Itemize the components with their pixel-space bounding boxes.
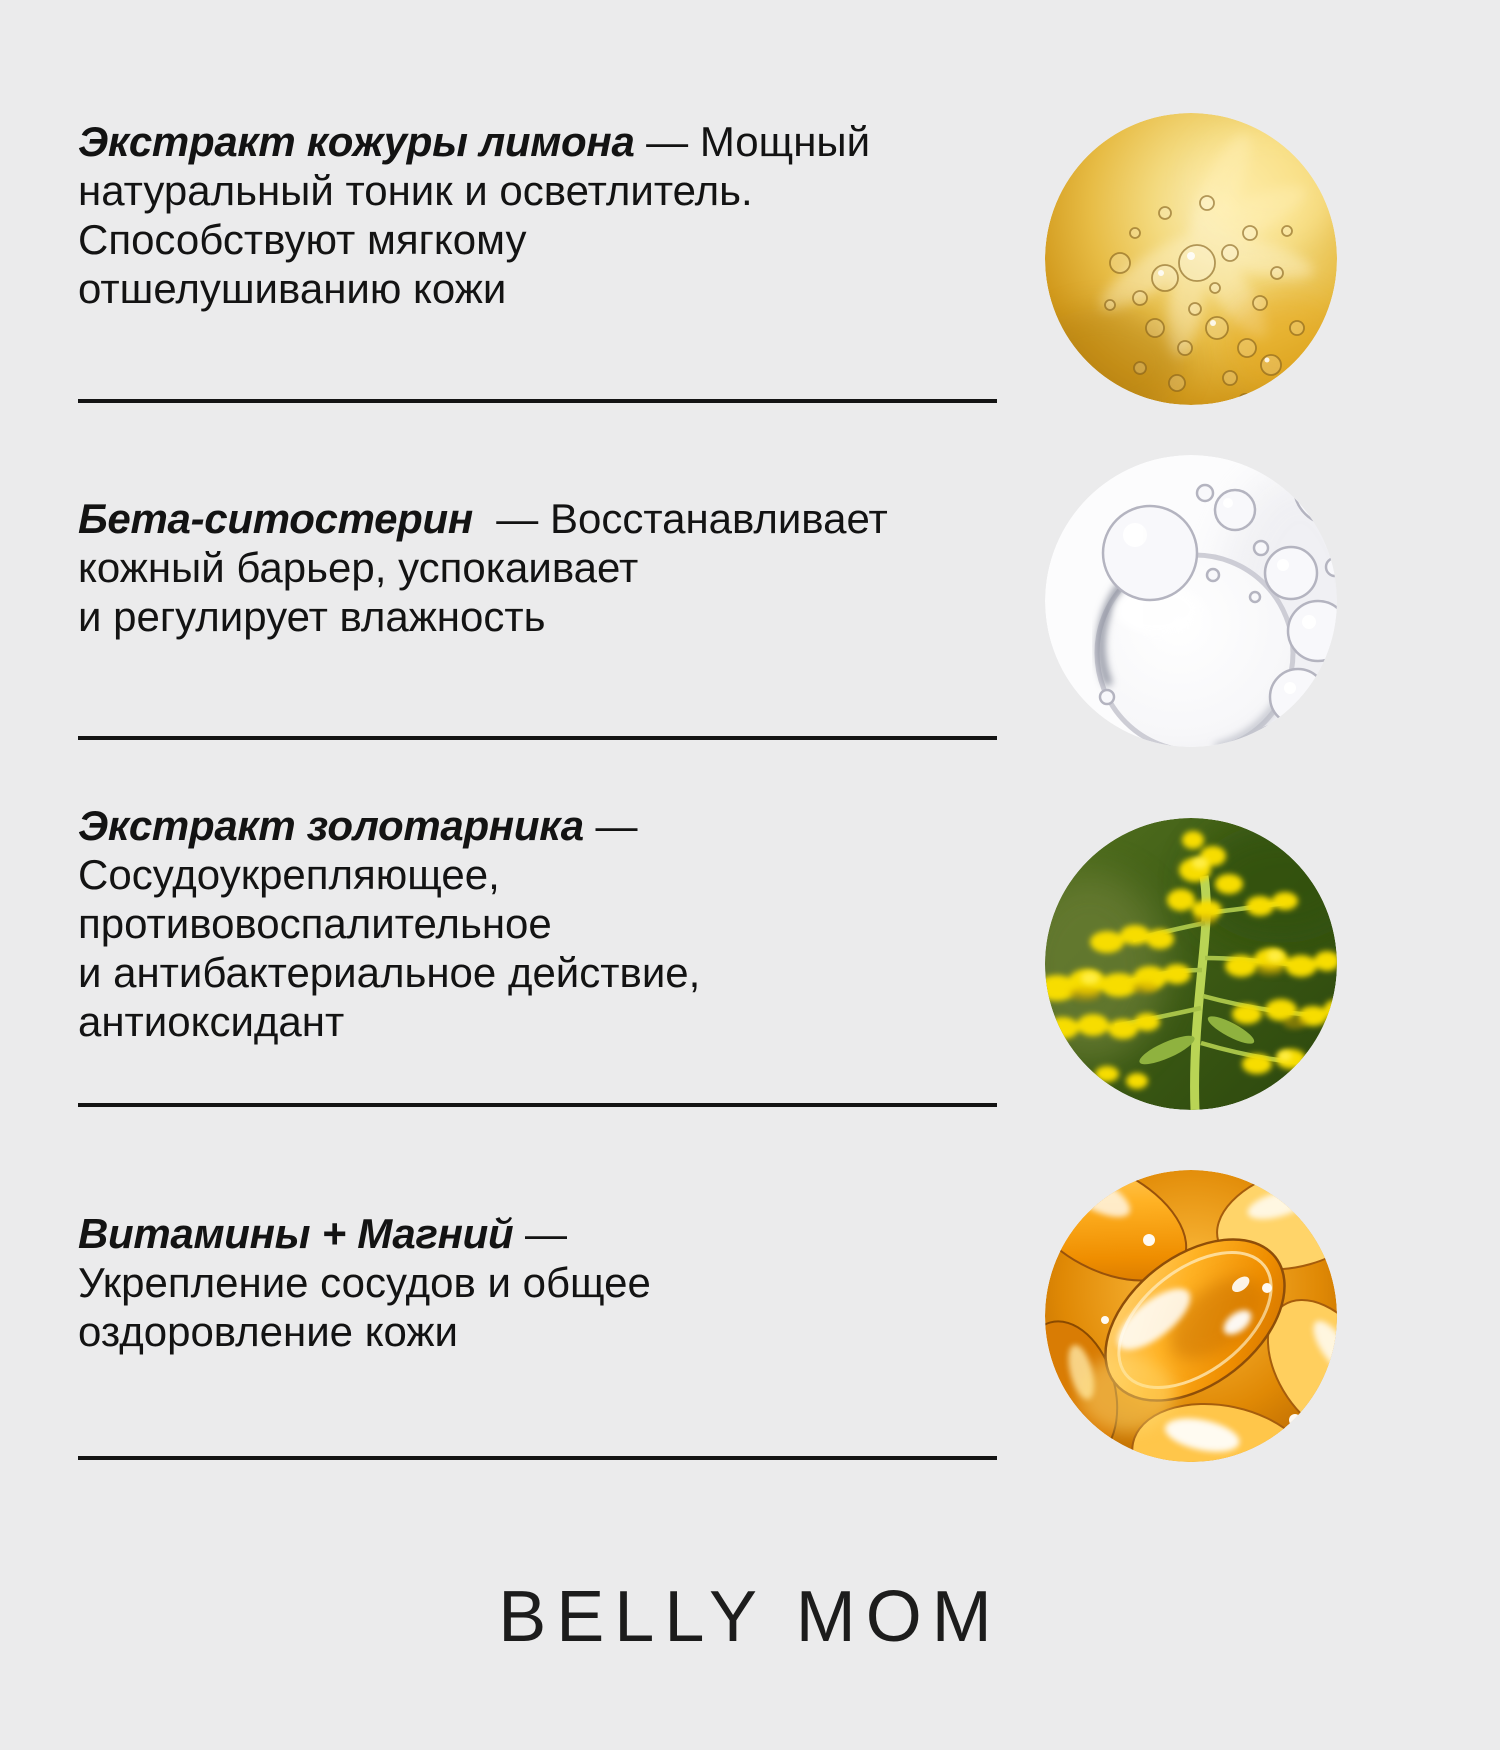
separator-line xyxy=(78,399,997,403)
ingredient-line: отшелушиванию кожи xyxy=(78,265,507,312)
lemon-slice-in-sparkling-liquid-photo xyxy=(1045,113,1337,405)
section-goldenrod-extract xyxy=(78,801,978,1046)
ingredient-title-continuation: — Мощный xyxy=(634,118,871,165)
ingredient-line: и регулирует влажность xyxy=(78,593,546,640)
ingredient-text xyxy=(78,1209,978,1356)
ingredient-title: Бета-ситостерин xyxy=(78,495,473,542)
ingredient-title-continuation: — Восстанавливает xyxy=(472,495,888,542)
brand-logo: BELLY MOM xyxy=(498,1577,1002,1657)
separator-line xyxy=(78,1103,997,1107)
ingredient-line: антиоксидант xyxy=(78,998,345,1045)
ingredient-line: оздоровление кожи xyxy=(78,1308,458,1355)
ingredient-text xyxy=(78,494,978,641)
ingredient-text xyxy=(78,801,978,1046)
ingredient-line: и антибактериальное действие, xyxy=(78,949,701,996)
ingredient-title: Экстракт золотарника xyxy=(78,802,584,849)
ingredient-line: Способствуют мягкому xyxy=(78,216,527,263)
golden-vitamin-capsules-photo xyxy=(1045,1170,1337,1462)
section-beta-sitosterol xyxy=(78,494,978,641)
ingredient-title-continuation: — xyxy=(513,1210,568,1257)
separator-line xyxy=(78,736,997,740)
ingredient-line: противовоспалительное xyxy=(78,900,552,947)
ingredient-title: Экстракт кожуры лимона xyxy=(78,118,635,165)
ingredient-title: Витамины + Магний xyxy=(78,1210,514,1257)
ingredient-text xyxy=(78,117,978,313)
ingredient-line: Укрепление сосудов и общее xyxy=(78,1259,651,1306)
ingredient-title-continuation: — xyxy=(583,802,638,849)
goldenrod-flower-photo xyxy=(1045,818,1337,1110)
ingredient-line: кожный барьер, успокаивает xyxy=(78,544,639,591)
ingredient-line: натуральный тоник и осветлитель. xyxy=(78,167,753,214)
oil-serum-bubbles-photo xyxy=(1045,455,1337,747)
section-lemon-extract xyxy=(78,117,978,313)
section-vitamins-magnesium xyxy=(78,1209,978,1356)
ingredient-line: Сосудоукрепляющее, xyxy=(78,851,500,898)
separator-line xyxy=(78,1456,997,1460)
